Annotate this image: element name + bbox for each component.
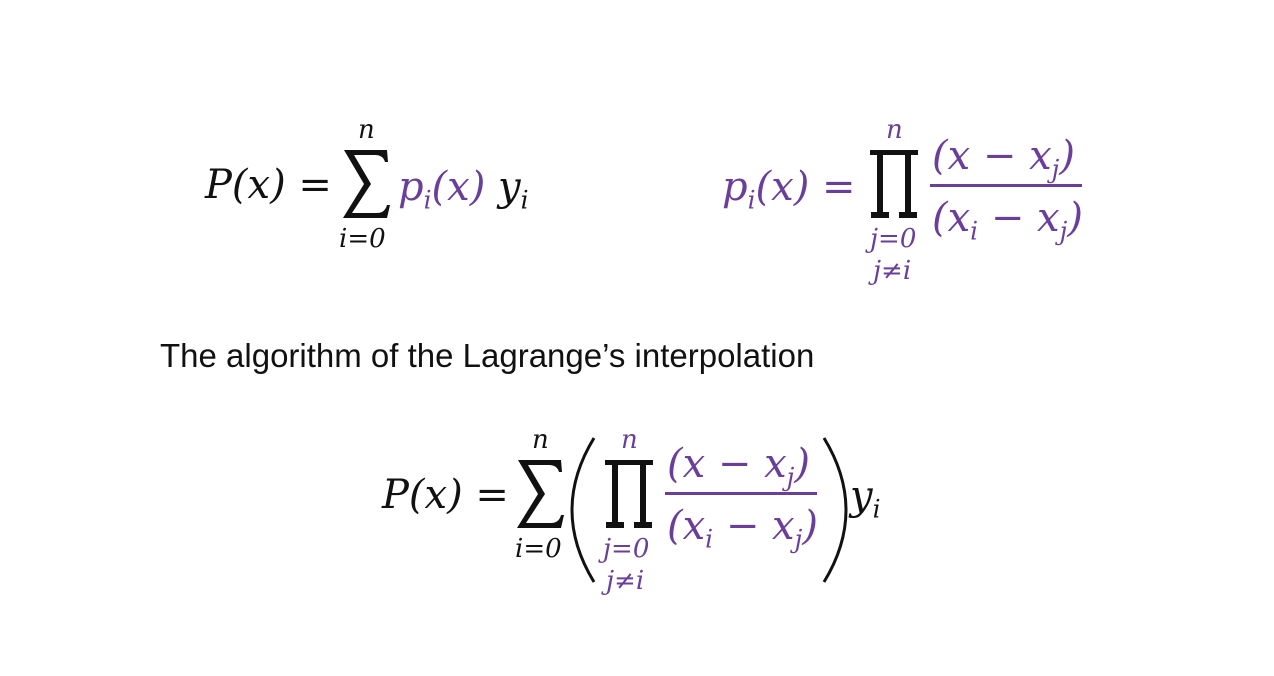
formula2-lhs <box>722 164 856 215</box>
formula1-sum-lower: i=0 <box>339 224 386 254</box>
formula2-p-arg: (x) = <box>755 164 856 210</box>
formula2-p-base: p <box>722 164 748 210</box>
formula2-prod-upper: n <box>886 115 903 145</box>
formula3-num-close: ) <box>794 441 810 487</box>
formula2-num-close: ) <box>1059 133 1075 179</box>
formula1-sum-upper: n <box>358 115 375 145</box>
formula2-num-sub: j <box>1051 154 1060 184</box>
formula3-prod-lower-1: j=0 <box>603 534 650 564</box>
formula3-y-base: y <box>850 473 873 519</box>
formula2-den-close: ) <box>1067 195 1083 241</box>
formula3-sum-lower: i=0 <box>515 534 562 564</box>
formula2-p-sub: i <box>747 185 756 215</box>
formula3-den-open: (x <box>667 503 706 549</box>
summation-icon <box>515 458 565 530</box>
left-paren-icon <box>568 434 600 586</box>
formula3-prod-lower-2: j≠i <box>606 566 645 596</box>
formula3-denominator <box>667 503 818 554</box>
formula1-y-base: y <box>498 164 521 210</box>
formula3-den-mid: − x <box>713 503 795 549</box>
formula1-lhs: P(x) = <box>205 162 332 208</box>
formula3-den-sub2: j <box>794 524 803 554</box>
formula1-p-base: p <box>398 164 424 210</box>
formula3-prod-upper: n <box>621 425 638 455</box>
product-icon <box>869 148 919 220</box>
formula3-numerator <box>667 441 810 492</box>
formula3-den-sub1: i <box>705 524 714 554</box>
formula2-prod-lower-1: j=0 <box>870 224 917 254</box>
formula2-prod-lower-2: j≠i <box>873 256 912 286</box>
formula2-num-open: (x − x <box>932 133 1052 179</box>
formula1-y-sub: i <box>520 185 529 215</box>
formula3-sum-upper: n <box>532 425 549 455</box>
formula3-y-sub: i <box>872 494 881 524</box>
section-heading: The algorithm of the Lagrange’s interpolation <box>160 337 815 374</box>
formula3-num-open: (x − x <box>667 441 787 487</box>
formula2-den-sub2: j <box>1059 216 1068 246</box>
formula3-fraction-bar <box>665 492 817 495</box>
formula1-basis-term <box>398 164 486 215</box>
formula3-lhs: P(x) = <box>382 472 509 518</box>
formula2-den-sub1: i <box>970 216 979 246</box>
formula2-denominator <box>932 195 1083 246</box>
formula2-numerator <box>932 133 1075 184</box>
formula2-fraction-bar <box>930 184 1082 187</box>
product-icon <box>604 458 654 530</box>
summation-icon <box>341 148 391 220</box>
formula1-p-sub: i <box>423 185 432 215</box>
formula3-den-close: ) <box>802 503 818 549</box>
formula2-den-open: (x <box>932 195 971 241</box>
formula3-y-term <box>850 473 881 524</box>
formula1-y-term <box>498 164 529 215</box>
formula3-num-sub: j <box>786 462 795 492</box>
right-paren-icon <box>818 434 850 586</box>
formula2-den-mid: − x <box>978 195 1060 241</box>
formula1-p-arg: (x) <box>431 164 486 210</box>
